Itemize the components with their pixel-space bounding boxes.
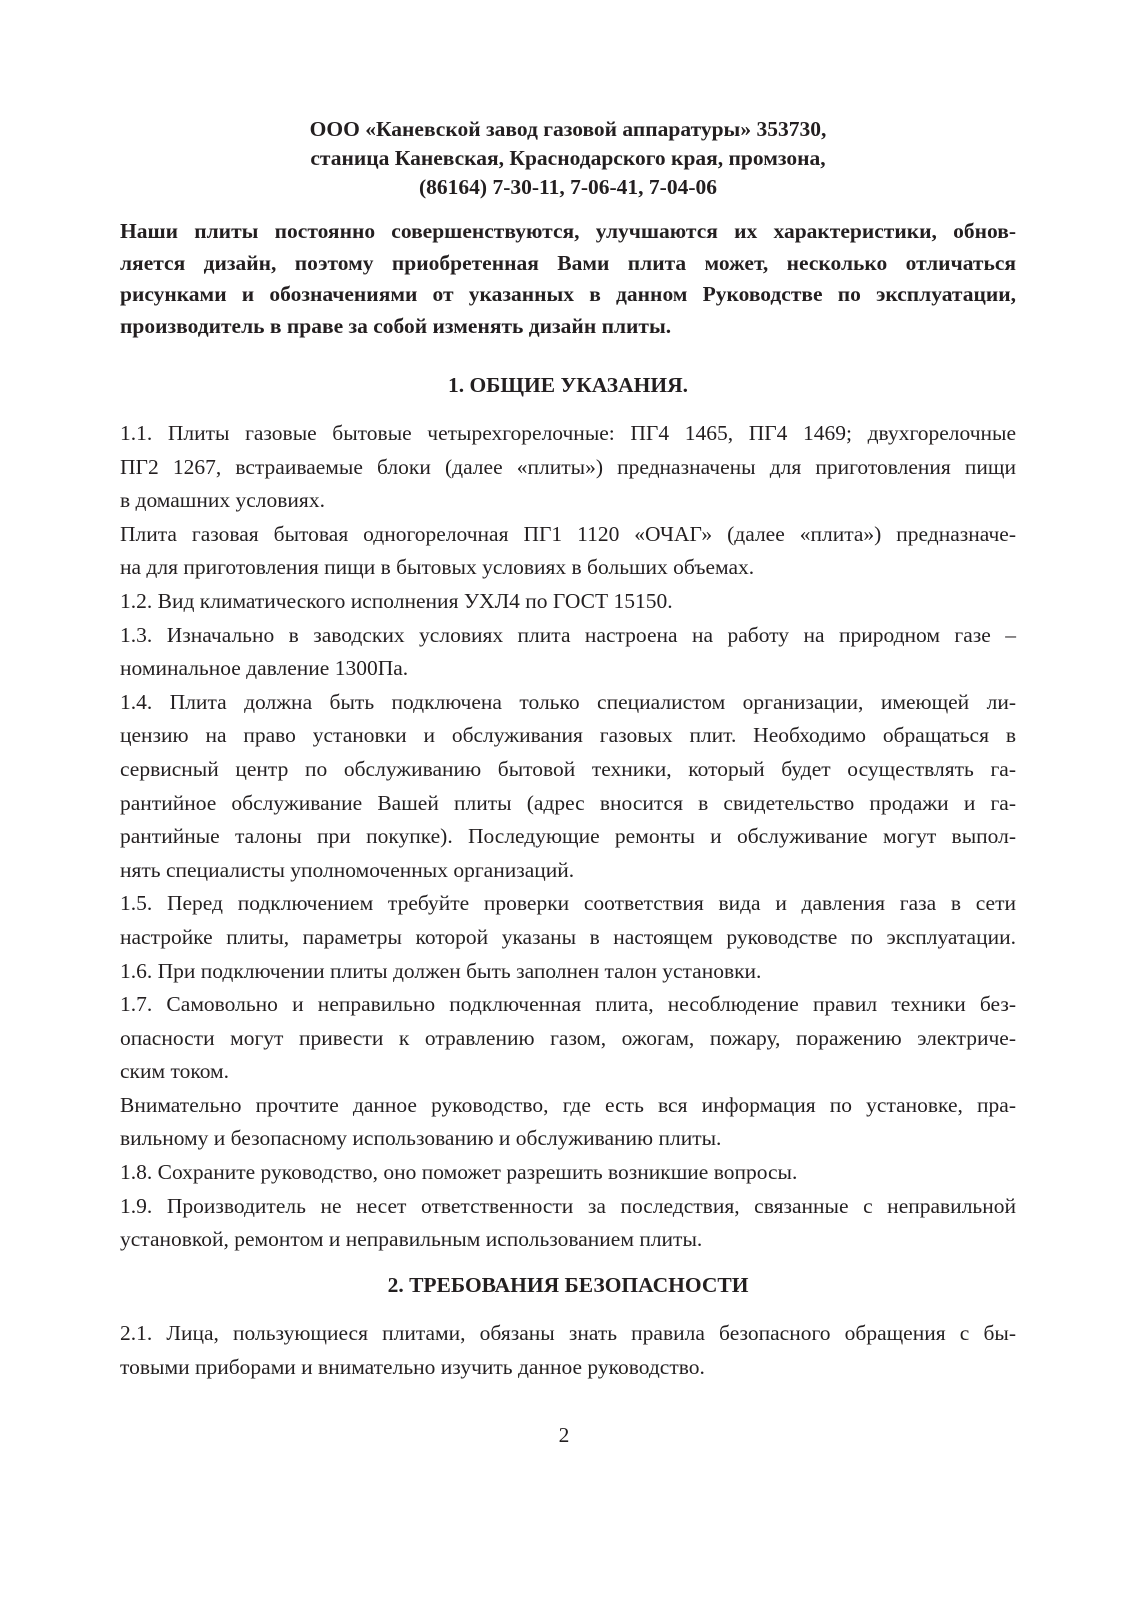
- text-line: 1.9. Производитель не несет ответственности за последствия, связанные с неправильной: [120, 1193, 1016, 1218]
- text-line: рантийные талоны при покупке). Последующие ремонты и обслуживание могут выпол-: [120, 824, 1016, 849]
- header-line: станица Каневская, Краснодарского края, промзона,: [310, 146, 826, 170]
- text-line: 1.7. Самовольно и неправильно подключенная плита, несоблюдение правил техники без-: [120, 992, 1016, 1017]
- notice-line: ляется дизайн, поэтому приобретенная Вами плита может, несколько отличаться: [120, 250, 1016, 275]
- section-1-body: [120, 417, 1016, 1257]
- section-1-heading: 1. ОБЩИЕ УКАЗАНИЯ.: [447, 373, 689, 397]
- text-line: 1.1. Плиты газовые бытовые четырехгорелочные: ПГ4 1465, ПГ4 1469; двухгорелочные: [120, 421, 1016, 445]
- text-line: настройке плиты, параметры которой указаны в настоящем руководстве по эксплуатации.: [120, 924, 1016, 949]
- section-2-body: [120, 1317, 1016, 1384]
- text-line: вильному и безопасному использованию и обслуживанию плиты.: [120, 1126, 722, 1151]
- text-line: ским током.: [120, 1059, 230, 1084]
- header-line: ООО «Каневской завод газовой аппаратуры» 353730,: [309, 117, 827, 141]
- text-line: Внимательно прочтите данное руководство, где есть вся информация по установке, пра-: [120, 1092, 1016, 1117]
- text-line: в домашних условиях.: [120, 488, 325, 513]
- text-line: рантийное обслуживание Вашей плиты (адрес вносится в свидетельство продажи и га-: [120, 790, 1016, 815]
- text-line: опасности могут привести к отравлению газом, ожогам, пожару, поражению электриче-: [120, 1025, 1016, 1050]
- manufacturer-header: [120, 115, 1016, 202]
- text-line: 1.2. Вид климатического исполнения УХЛ4 по ГОСТ 15150.: [120, 588, 673, 613]
- text-line: 1.6. При подключении плиты должен быть заполнен талон установки.: [120, 958, 762, 983]
- header-line: (86164) 7-30-11, 7-06-41, 7-04-06: [419, 175, 717, 199]
- text-line: ПГ2 1267, встраиваемые блоки (далее «плиты») предназначены для приготовления пищи: [120, 454, 1016, 479]
- text-line: на для приготовления пищи в бытовых условиях в больших объемах.: [120, 555, 755, 580]
- notice-line: рисунками и обозначениями от указанных в данном Руководстве по эксплуатации,: [120, 282, 1016, 306]
- section-2-heading: 2. ТРЕБОВАНИЯ БЕЗОПАСНОСТИ: [387, 1273, 749, 1297]
- text-line: товыми приборами и внимательно изучить данное руководство.: [120, 1354, 705, 1379]
- text-line: 1.3. Изначально в заводских условиях плита настроена на работу на природном газе –: [120, 622, 1016, 647]
- design-change-notice: [120, 216, 1016, 342]
- text-line: 1.4. Плита должна быть подключена только специалистом организации, имеющей ли-: [120, 689, 1016, 714]
- text-line: Плита газовая бытовая одногорелочная ПГ1 1120 «ОЧАГ» (далее «плита») предназначе-: [120, 521, 1016, 546]
- text-line: 1.8. Сохраните руководство, оно поможет разрешить возникшие вопросы.: [120, 1160, 798, 1185]
- text-line: 1.5. Перед подключением требуйте проверки соответствия вида и давления газа в сети: [120, 891, 1016, 916]
- notice-line: Наши плиты постоянно совершенствуются, улучшаются их характеристики, обнов-: [120, 219, 1016, 243]
- text-line: установкой, ремонтом и неправильным использованием плиты.: [120, 1227, 703, 1252]
- text-line: номинальное давление 1300Па.: [120, 656, 409, 681]
- text-line: цензию на право установки и обслуживания газовых плит. Необходимо обращаться в: [120, 723, 1016, 748]
- text-line: 2.1. Лица, пользующиеся плитами, обязаны знать правила безопасного обращения с бы-: [120, 1321, 1016, 1345]
- text-line: нять специалисты уполномоченных организаций.: [120, 857, 575, 882]
- page-number: 2: [558, 1423, 570, 1447]
- notice-line: производитель в праве за собой изменять дизайн плиты.: [120, 313, 672, 338]
- text-line: сервисный центр по обслуживанию бытовой техники, который будет осуществлять га-: [120, 756, 1016, 781]
